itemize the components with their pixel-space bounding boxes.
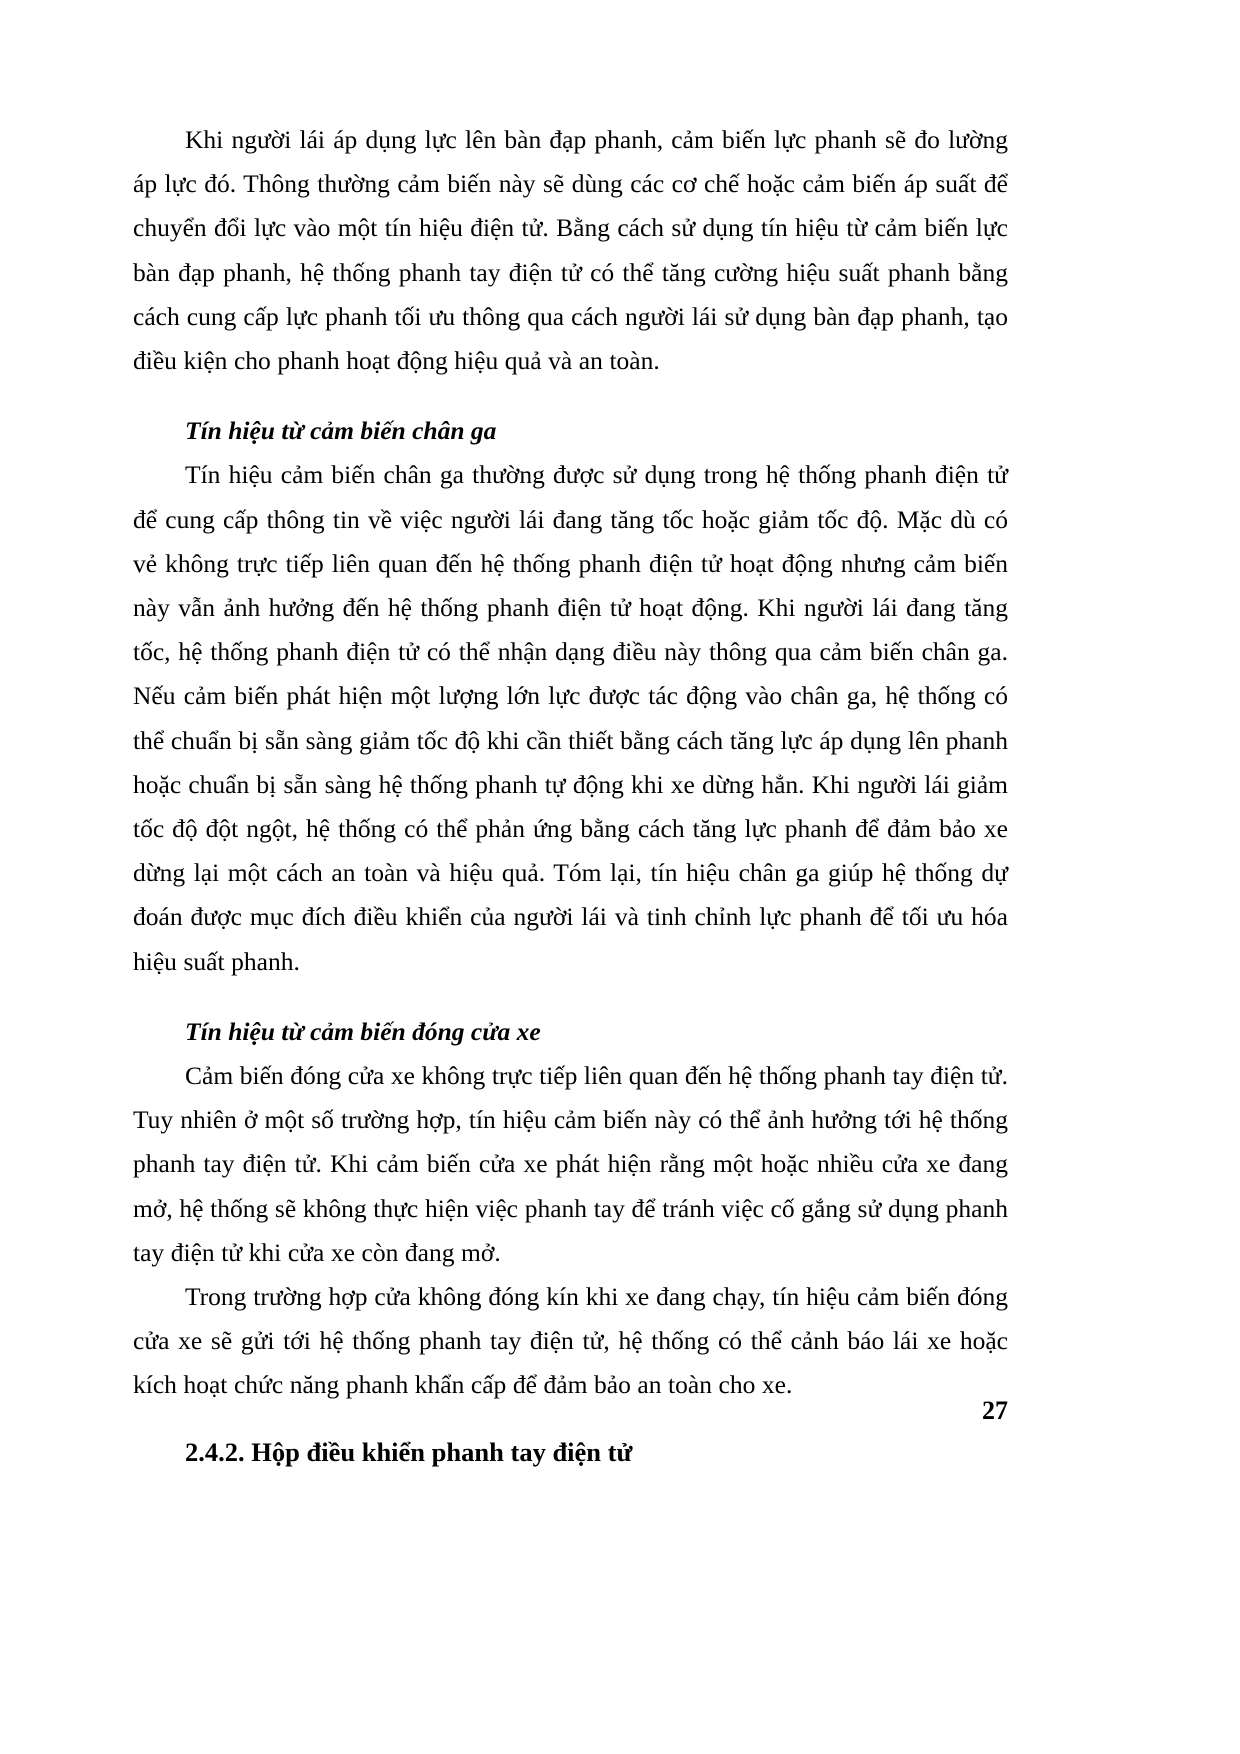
page-number: 27 <box>982 1396 1008 1425</box>
subheading-throttle-sensor: Tín hiệu từ cảm biến chân ga <box>185 416 497 446</box>
page-footer <box>133 1396 1008 1436</box>
spacer <box>133 984 1008 1010</box>
paragraph-door-sensor-primary: Cảm biến đóng cửa xe không trực tiếp liên quan đến hệ thống phanh tay điện tử. Tuy nhiên ở một số trường hợp, tín hiệu cảm biến này có thể ảnh hưởng tới hệ thống phanh tay điện tử. Khi cảm biến cửa xe phát hiện rằng một hoặc nhiều cửa xe đang mở, hệ thống sẽ không thực hiện việc phanh tay để tránh việc cố gắng sử dụng phanh tay điện tử khi cửa xe còn đang mở. <box>133 1061 1008 1267</box>
section-heading-2-4-2: 2.4.2. Hộp điều khiển phanh tay điện tử <box>185 1436 633 1467</box>
paragraph-brake-pedal-force-sensor: Khi người lái áp dụng lực lên bàn đạp phanh, cảm biến lực phanh sẽ đo lường áp lực đó. Thông thường cảm biến này sẽ dùng các cơ chế hoặc cảm biến áp suất để chuyển đổi lực vào một tín hiệu điện tử. Bằng cách sử dụng tín hiệu từ cảm biến lực bàn đạp phanh, hệ thống phanh tay điện tử có thể tăng cường hiệu suất phanh bằng cách cung cấp lực phanh tối ưu thông qua cách người lái sử dụng bàn đạp phanh, tạo điều kiện cho phanh hoạt động hiệu quả và an toàn. <box>133 125 1008 376</box>
paragraph-throttle-sensor: Tín hiệu cảm biến chân ga thường được sử dụng trong hệ thống phanh điện tử để cung cấp thông tin về việc người lái đang tăng tốc hoặc giảm tốc độ. Mặc dù có vẻ không trực tiếp liên quan đến hệ thống phanh điện tử hoạt động nhưng cảm biến này vẫn ảnh hưởng đến hệ thống phanh điện tử hoạt động. Khi người lái đang tăng tốc, hệ thống phanh điện tử có thể nhận dạng điều này thông qua cảm biến chân ga. Nếu cảm biến phát hiện một lượng lớn lực được tác động vào chân ga, hệ thống có thể chuẩn bị sẵn sàng giảm tốc độ khi cần thiết bằng cách tăng lực áp dụng lên phanh hoặc chuẩn bị sẵn sàng hệ thống phanh tự động khi xe dừng hẳn. Khi người lái giảm tốc độ đột ngột, hệ thống có thể phản ứng bằng cách tăng lực phanh để đảm bảo xe dừng lại một cách an toàn và hiệu quả. Tóm lại, tín hiệu chân ga giúp hệ thống dự đoán được mục đích điều khiển của người lái và tinh chỉnh lực phanh để tối ưu hóa hiệu suất phanh. <box>133 460 1008 976</box>
paragraph-door-sensor-secondary: Trong trường hợp cửa không đóng kín khi xe đang chạy, tín hiệu cảm biến đóng cửa xe sẽ gửi tới hệ thống phanh tay điện tử, hệ thống có thể cảnh báo lái xe hoặc kích hoạt chức năng phanh khẩn cấp để đảm bảo an toàn cho xe. <box>133 1282 1008 1400</box>
subheading-door-sensor: Tín hiệu từ cảm biến đóng cửa xe <box>185 1016 541 1046</box>
page-content <box>133 118 1008 1474</box>
spacer <box>133 383 1008 409</box>
